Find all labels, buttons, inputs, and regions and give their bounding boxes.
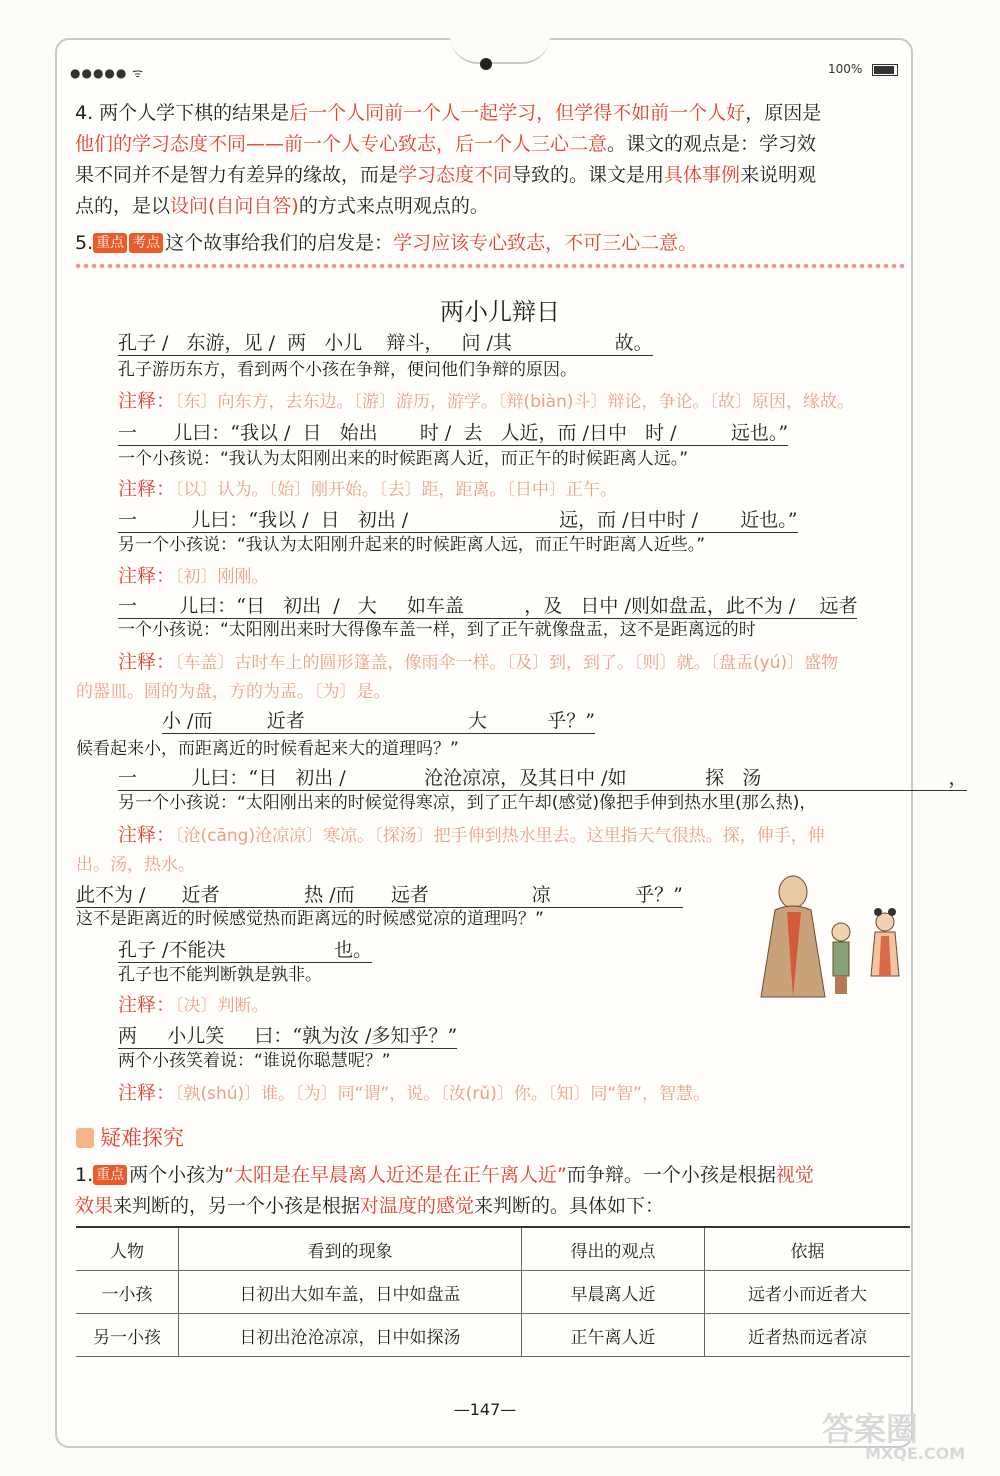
watermark-logo: 答案圈	[822, 1410, 919, 1448]
translation-line: 两个小孩笑着说：“谁说你聪慧呢？”	[118, 1051, 391, 1071]
battery-icon	[872, 64, 898, 76]
text-title: 两小儿辩日	[440, 298, 560, 326]
paragraph-4: 4. 两个人学下棋的结果是后一个人同前一个人一起学习，但学得不如前一个人好，原因是 他们的学习态度不同——前一个人专心致志，后一个人三心二意。课文的观点是：学习效 果不同并不是智力有差异的缘故，而是学习态度不同导致的。课文是用具体事例来说明观 点的，是以设问(自问自答)的方式来点明观点的。	[75, 102, 822, 217]
comparison-table	[76, 1226, 910, 1357]
translation-line: 孔子也不能判断孰是孰非。	[118, 965, 322, 985]
annotation-continued: 出。汤，热水。	[76, 855, 195, 875]
section-heading: 疑难探究	[76, 1122, 184, 1152]
table-row	[76, 1314, 910, 1357]
annotation: 注释：〔车盖〕古时车上的圆形篷盖，像雨伞一样。〔及〕到，到了。〔则〕就。〔盘盂(yú)〕盛物	[118, 651, 839, 673]
table-row	[76, 1271, 910, 1314]
table-cell: 一小孩	[76, 1271, 179, 1314]
key-point-tag: 重点	[93, 233, 127, 253]
table-header: 看到的现象	[179, 1227, 522, 1271]
classical-line: 一 儿曰：“我以 / 日 初出 / 远，而 /日中时 / 近也。”	[118, 505, 798, 533]
table-header: 人物	[76, 1227, 179, 1271]
classical-line: 两 小儿笑 曰：“孰为汝 /多知乎？”	[118, 1021, 457, 1049]
exam-point-tag: 考点	[129, 233, 163, 253]
annotation: 注释：〔沧(cāng)沧凉凉〕寒凉。〔探汤〕把手伸到热水里去。这里指天气很热。探，伸手，伸	[118, 824, 825, 846]
classical-line: 一 儿曰：“日 初出 / 沧沧凉凉，及其日中 /如 探 汤 ，	[118, 763, 967, 791]
table-cell: 日初出沧沧凉凉，日中如探汤	[179, 1314, 522, 1357]
table-cell: 远者小而近者大	[705, 1271, 911, 1314]
annotation: 注释：〔东〕向东方，去东边。〔游〕游历，游学。〔辩(biàn)斗〕辩论，争论。〔故〕原因，缘故。	[118, 390, 854, 412]
translation-line: 候看起来小，而距离近的时候看起来大的道理吗？”	[76, 739, 459, 759]
translation-line: 另一个小孩说：“我认为太阳刚升起来的时候距离人远，而正午时距离人近些。”	[118, 535, 706, 555]
battery-percent: 100%	[828, 62, 863, 76]
table-cell: 正午离人近	[522, 1314, 705, 1357]
translation-line: 一个小孩说：“太阳刚出来时大得像车盖一样，到了正午就像盘盂，这不是距离远的时	[118, 620, 756, 640]
paragraph-5: 5. 重点 考点 这个故事给我们的启发是：学习应该专心致志，不可三心二意。	[75, 232, 698, 254]
translation-line: 一个小孩说：“我认为太阳刚出来的时候距离人近，而正午的时候距离人远。”	[118, 449, 689, 469]
translation-line: 孔子游历东方，看到两个小孩在争辩，便问他们争辩的原因。	[118, 360, 577, 380]
table-header-row	[76, 1227, 910, 1271]
table-cell: 早晨离人近	[522, 1271, 705, 1314]
wavy-divider	[74, 262, 904, 270]
table-header: 得出的观点	[522, 1227, 705, 1271]
classical-line: 此不为 / 近者 热 /而 远者 凉 乎？”	[76, 880, 683, 908]
annotation: 注释：〔孰(shú)〕谁。〔为〕同“谓”，说。〔汝(rǔ)〕你。〔知〕同“智”，智慧。	[118, 1082, 710, 1104]
translation-line: 另一个小孩说：“太阳刚出来的时候觉得寒凉，到了正午却(感觉)像把手伸到热水里(那么热)，	[118, 793, 817, 813]
translation-line: 这不是距离近的时候感觉热而距离远的时候感觉凉的道理吗？”	[76, 909, 544, 929]
section-icon	[76, 1128, 94, 1148]
key-point-tag: 重点	[93, 1165, 127, 1185]
confucius-children-illustration	[745, 872, 915, 1002]
annotation: 注释：〔决〕判断。	[118, 994, 269, 1016]
page-number: —147—	[453, 1400, 517, 1419]
annotation-continued: 的器皿。圆的为盘，方的为盂。〔为〕是。	[76, 682, 391, 702]
classical-line: 孔子 /不能决 也。	[118, 935, 372, 963]
table-header: 依据	[705, 1227, 911, 1271]
signal-indicator: ●●●●● ᯤ	[70, 66, 145, 80]
annotation: 注释：〔以〕认为。〔始〕刚开始。〔去〕距，距离。〔日中〕正午。	[118, 478, 618, 500]
classical-line: 一 儿曰：“日 初出 / 大 如车盖 ，及 日中 /则如盘盂，此不为 / 远者	[118, 591, 857, 619]
classical-line: 孔子 / 东游，见 / 两 小儿 辩斗， 问 /其 故。	[118, 328, 653, 356]
camera-dot	[480, 58, 492, 70]
tablet-notch	[450, 36, 550, 64]
watermark-url: MXQE.COM	[865, 1444, 966, 1463]
annotation: 注释：〔初〕刚刚。	[118, 565, 269, 587]
table-cell: 近者热而远者凉	[705, 1314, 911, 1357]
table-cell: 日初出大如车盖，日中如盘盂	[179, 1271, 522, 1314]
question-1: 1. 重点 两个小孩为“太阳是在早晨离人近还是在正午离人近”而争辩。一个小孩是根据视觉 效果来判断的，另一个小孩是根据对温度的感觉来判断的。具体如下：	[75, 1164, 814, 1217]
classical-line: 小 /而 近者 大 乎？”	[162, 706, 595, 734]
table-cell: 另一小孩	[76, 1314, 179, 1357]
classical-line: 一 儿曰：“我以 / 日 始出 时 / 去 人近，而 /日中 时 / 远也。”	[118, 418, 788, 446]
